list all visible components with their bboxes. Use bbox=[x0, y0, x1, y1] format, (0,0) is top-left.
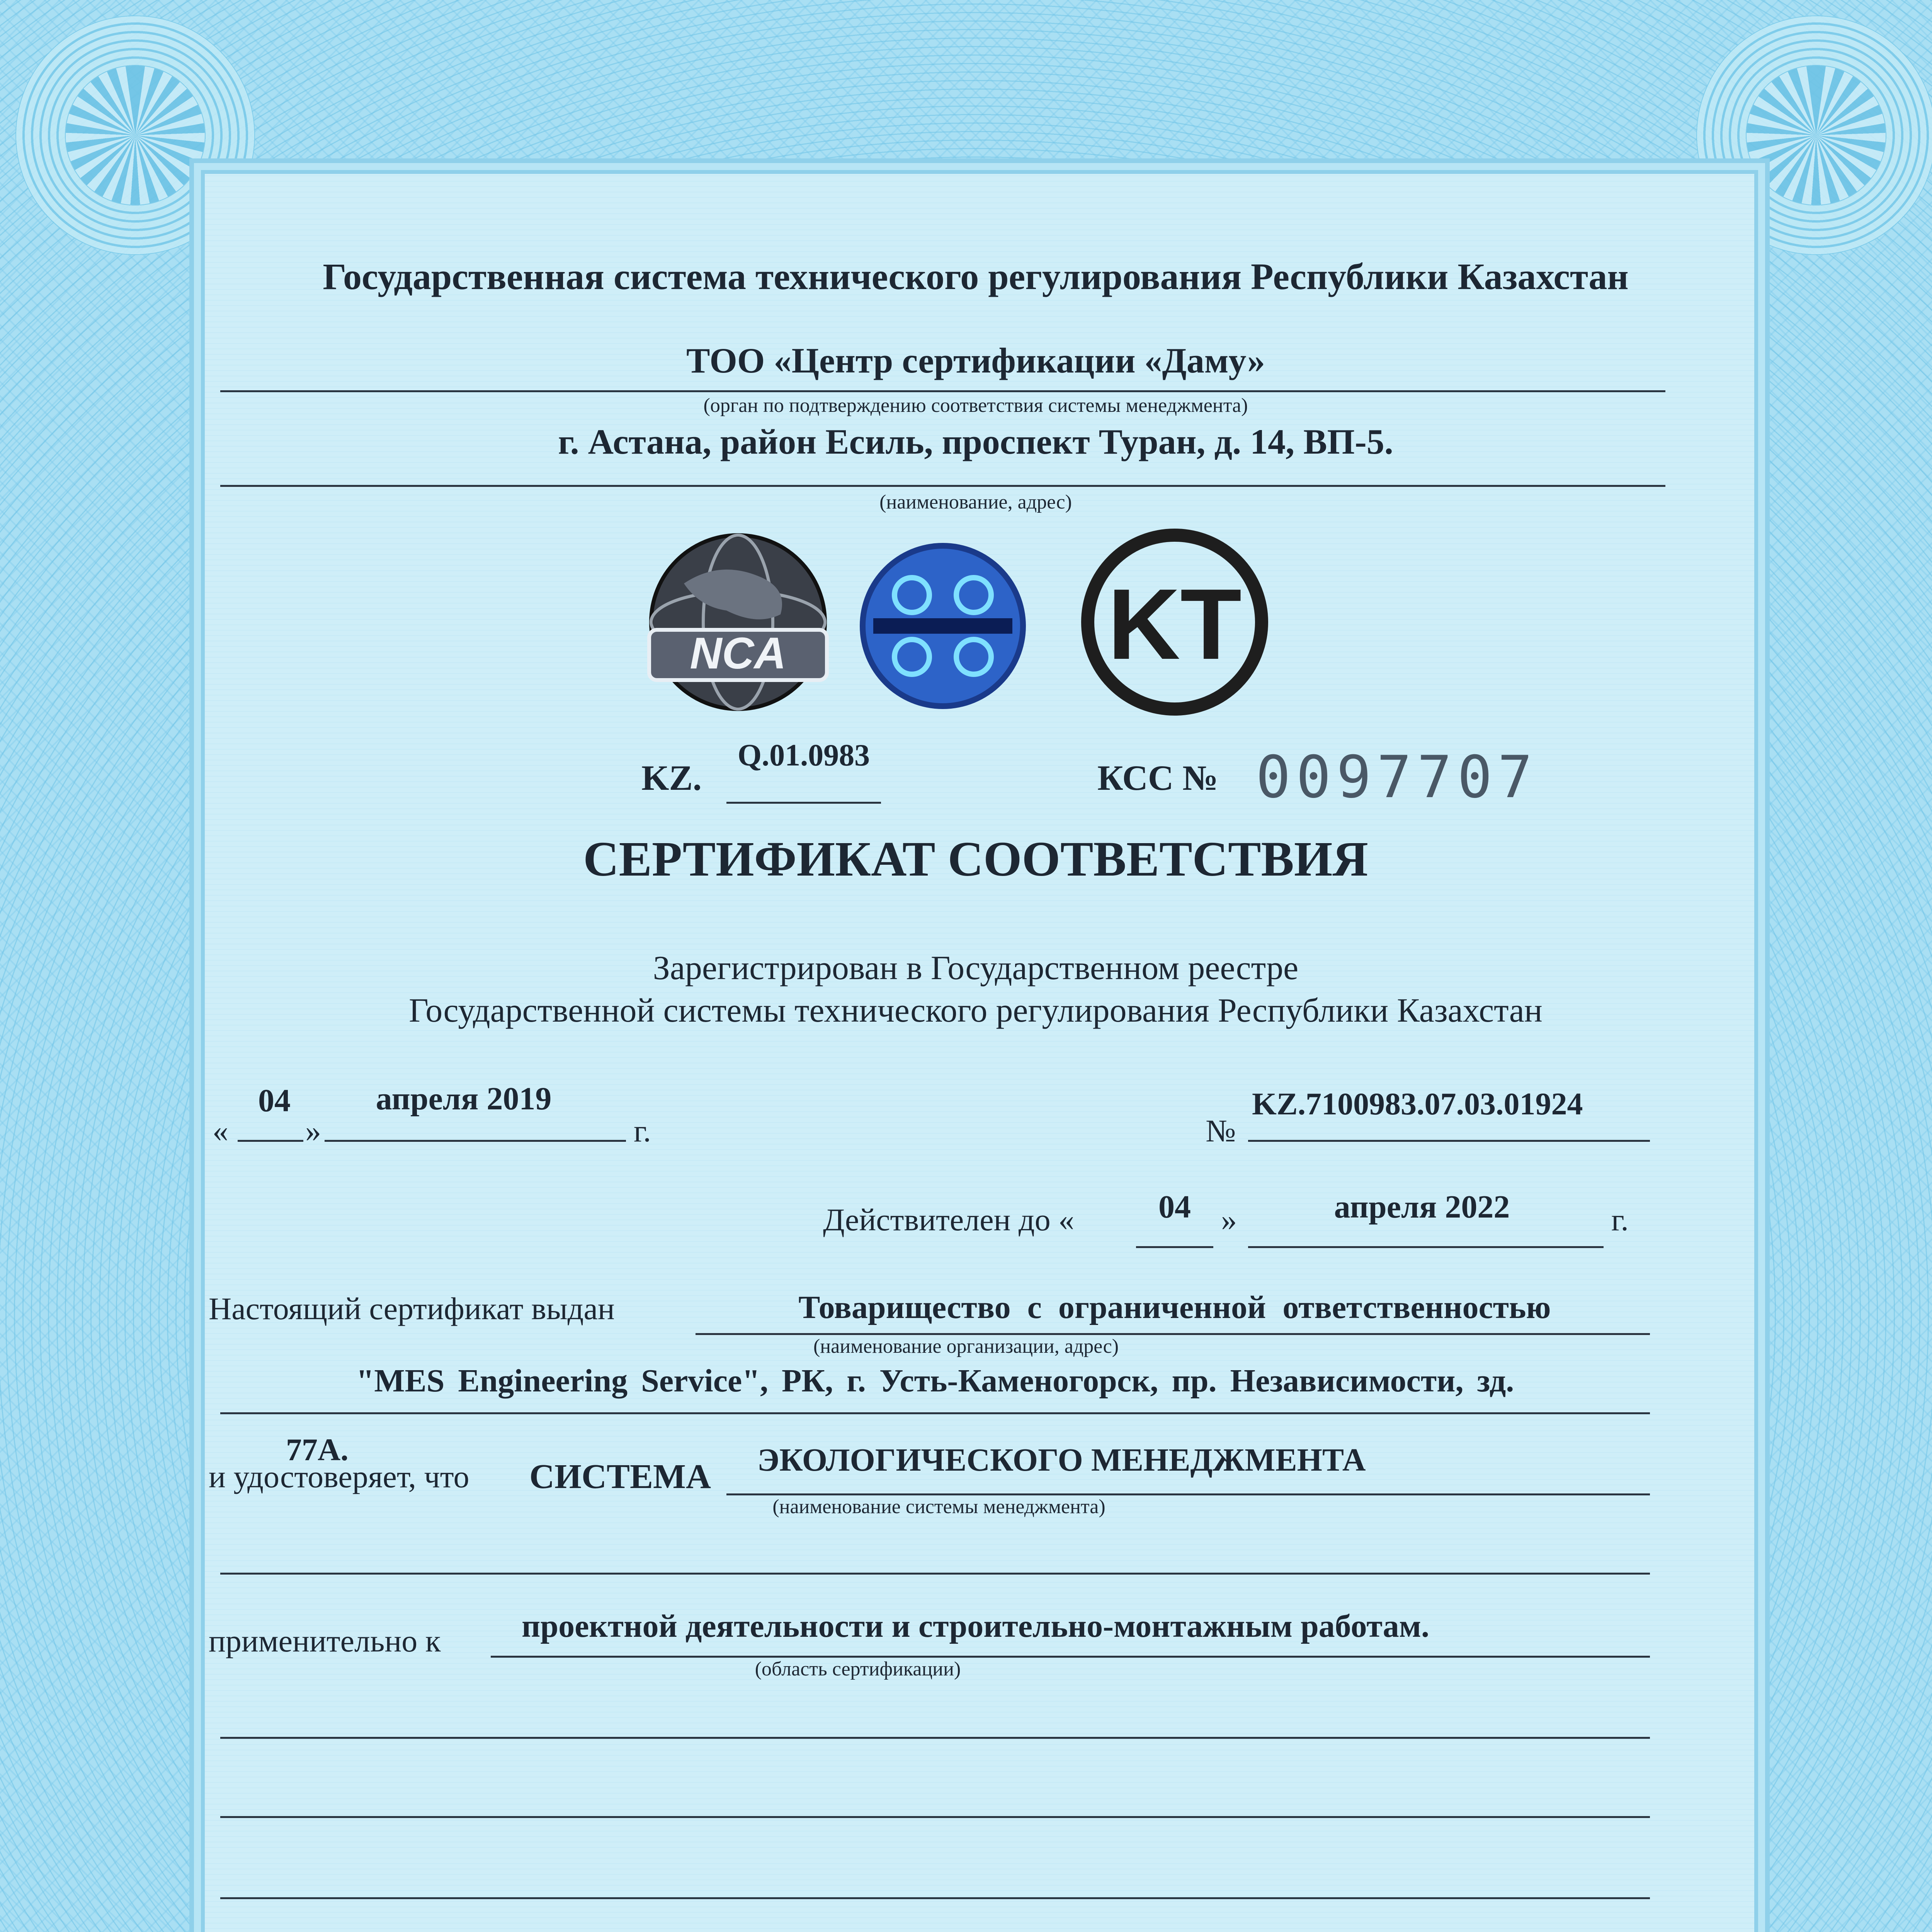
valid-day: 04 bbox=[1158, 1189, 1191, 1225]
kss-label: КСС № bbox=[1097, 758, 1218, 798]
system-title: Государственная система технического регулирования Республики Казахстан bbox=[323, 256, 1629, 297]
issue-open-quote: « bbox=[213, 1113, 228, 1148]
scope-value: проектной деятельности и строительно-монтажным работам. bbox=[522, 1608, 1429, 1644]
register-line-2: Государственной системы технического регулирования Республики Казахстан bbox=[409, 992, 1543, 1029]
scope-label: применительно к bbox=[209, 1623, 441, 1658]
blank-line-1 bbox=[220, 1573, 1650, 1575]
issued-to-value-1: Товарищество с ограниченной ответственностью bbox=[798, 1289, 1551, 1325]
kss-number: 0097707 bbox=[1256, 744, 1538, 811]
organization-name: ТОО «Центр сертификации «Даму» bbox=[686, 341, 1265, 380]
kz-code-underline bbox=[726, 802, 881, 804]
issued-to-label: Настоящий сертификат выдан bbox=[209, 1291, 615, 1326]
kst-mark-icon bbox=[1088, 535, 1262, 709]
issue-day: 04 bbox=[258, 1083, 291, 1119]
valid-close-quote: » bbox=[1221, 1202, 1237, 1237]
valid-day-underline bbox=[1136, 1246, 1213, 1248]
certificate-number-label: № bbox=[1206, 1113, 1236, 1148]
certifies-label: и удостоверяет, что bbox=[209, 1459, 469, 1494]
nca-logo-text: NCA bbox=[690, 629, 786, 678]
blank-line-3 bbox=[220, 1816, 1650, 1818]
certificate-title: СЕРТИФИКАТ СООТВЕТСТВИЯ bbox=[583, 832, 1368, 886]
kst-logo-text: KT bbox=[1107, 568, 1242, 680]
logos bbox=[641, 526, 1298, 742]
issued-to-underline-2 bbox=[220, 1412, 1650, 1414]
valid-year-suffix: г. bbox=[1611, 1202, 1629, 1237]
issue-day-underline bbox=[238, 1140, 303, 1142]
valid-month-underline bbox=[1248, 1246, 1604, 1248]
nca-globe-icon bbox=[649, 535, 827, 709]
address-caption: (наименование, адрес) bbox=[879, 491, 1072, 513]
blank-line-4 bbox=[220, 1897, 1650, 1899]
certificate-number: KZ.7100983.07.03.01924 bbox=[1252, 1086, 1583, 1121]
scope-caption: (область сертификации) bbox=[755, 1658, 961, 1680]
valid-month-year: апреля 2022 bbox=[1334, 1189, 1510, 1225]
blank-line-2 bbox=[220, 1737, 1650, 1739]
issued-to-value-2: "MES Engineering Service", РК, г. Усть-Каменогорск, пр. Независимости, зд. bbox=[356, 1363, 1514, 1399]
issued-to-value-3: 77А. bbox=[286, 1432, 349, 1467]
system-name-caption: (наименование системы менеджмента) bbox=[772, 1496, 1105, 1518]
hologram-icon bbox=[860, 543, 1026, 709]
kz-prefix: KZ. bbox=[641, 758, 702, 798]
register-line-1: Зарегистрирован в Государственном реестре bbox=[653, 949, 1299, 987]
issue-month-underline bbox=[325, 1140, 626, 1142]
issue-month-year: апреля 2019 bbox=[376, 1081, 552, 1117]
certificate-number-underline bbox=[1248, 1140, 1650, 1142]
management-system-name: ЭКОЛОГИЧЕСКОГО МЕНЕДЖМЕНТА bbox=[757, 1442, 1366, 1478]
organization-caption: (орган по подтверждению соответствия системы менеджмента) bbox=[703, 395, 1248, 417]
valid-until-label: Действителен до « bbox=[823, 1202, 1075, 1237]
address-underline bbox=[220, 485, 1665, 487]
issued-to-caption: (наименование организации, адрес) bbox=[813, 1335, 1119, 1357]
certifies-system-word: СИСТЕМА bbox=[529, 1458, 711, 1496]
organization-underline bbox=[220, 390, 1665, 392]
organization-address: г. Астана, район Есиль, проспект Туран, д. 14, ВП-5. bbox=[558, 422, 1393, 461]
issue-close-quote: » bbox=[305, 1113, 321, 1148]
kz-code: Q.01.0983 bbox=[737, 738, 870, 772]
issue-year-suffix: г. bbox=[634, 1113, 651, 1148]
